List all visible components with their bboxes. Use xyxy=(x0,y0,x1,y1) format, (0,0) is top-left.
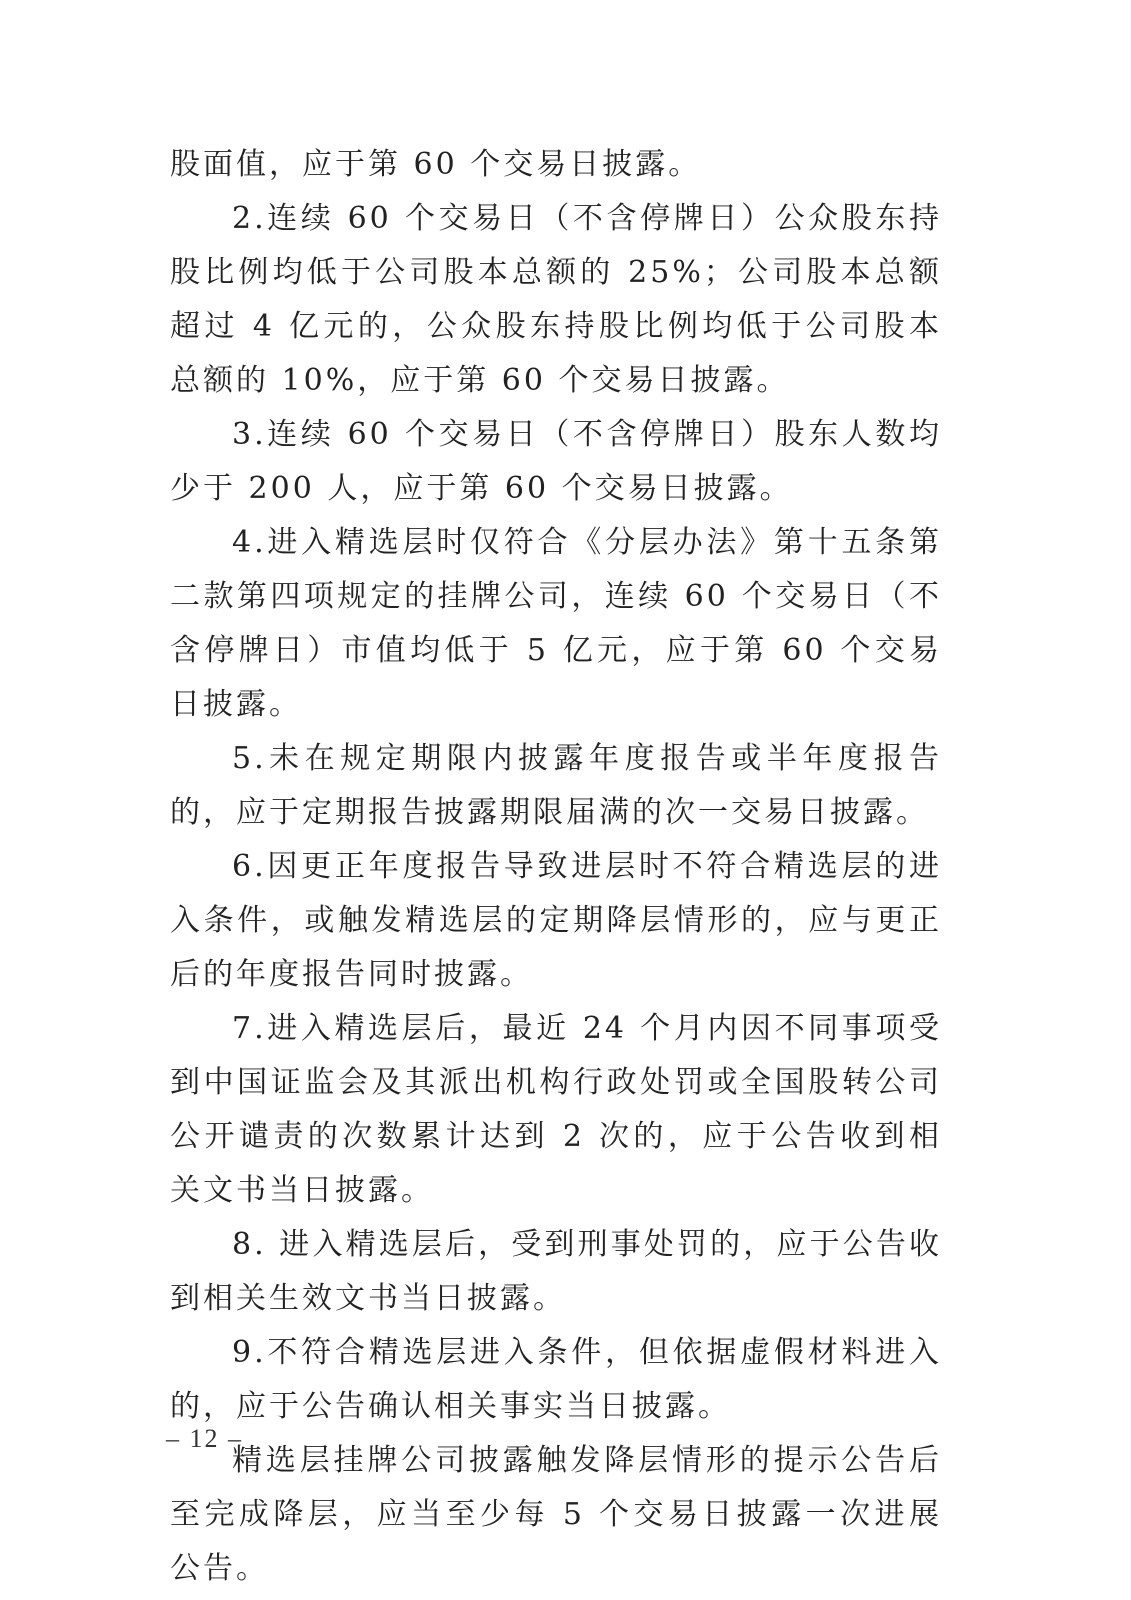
body-text xyxy=(170,138,942,1596)
paragraph-continuation: 股面值，应于第 60 个交易日披露。 xyxy=(170,147,702,182)
paragraph-item-9: 9.不符合精选层进入条件，但依据虚假材料进入的，应于公告确认相关事实当日披露。 xyxy=(170,1335,942,1424)
paragraph-item-2: 2.连续 60 个交易日（不含停牌日）公众股东持股比例均低于公司股本总额的 25%；公司股本总额超过 4 亿元的，公众股东持股比例均低于公司股本总额的 10%，应于第 60 个交易日披露。 xyxy=(170,201,942,398)
paragraph-progress-announcement: 精选层挂牌公司披露触发降层情形的提示公告后至完成降层，应当至少每 5 个交易日披露一次进展公告。 xyxy=(170,1443,942,1586)
paragraph-item-6: 6.因更正年度报告导致进层时不符合精选层的进入条件，或触发精选层的定期降层情形的，应与更正后的年度报告同时披露。 xyxy=(170,849,942,992)
paragraph-item-3: 3.连续 60 个交易日（不含停牌日）股东人数均少于 200 人，应于第 60 个交易日披露。 xyxy=(170,417,942,506)
paragraph-item-5: 5.未在规定期限内披露年度报告或半年度报告的，应于定期报告披露期限届满的次一交易日披露。 xyxy=(170,741,942,830)
paragraph-item-4: 4.进入精选层时仅符合《分层办法》第十五条第二款第四项规定的挂牌公司，连续 60 个交易日（不含停牌日）市值均低于 5 亿元，应于第 60 个交易日披露。 xyxy=(170,525,942,722)
page-number: – 12 – xyxy=(166,1424,243,1453)
paragraph-item-7: 7.进入精选层后，最近 24 个月内因不同事项受到中国证监会及其派出机构行政处罚或全国股转公司公开谴责的次数累计达到 2 次的，应于公告收到相关文书当日披露。 xyxy=(170,1011,942,1208)
paragraph-item-8: 8. 进入精选层后，受到刑事处罚的，应于公告收到相关生效文书当日披露。 xyxy=(170,1227,942,1316)
